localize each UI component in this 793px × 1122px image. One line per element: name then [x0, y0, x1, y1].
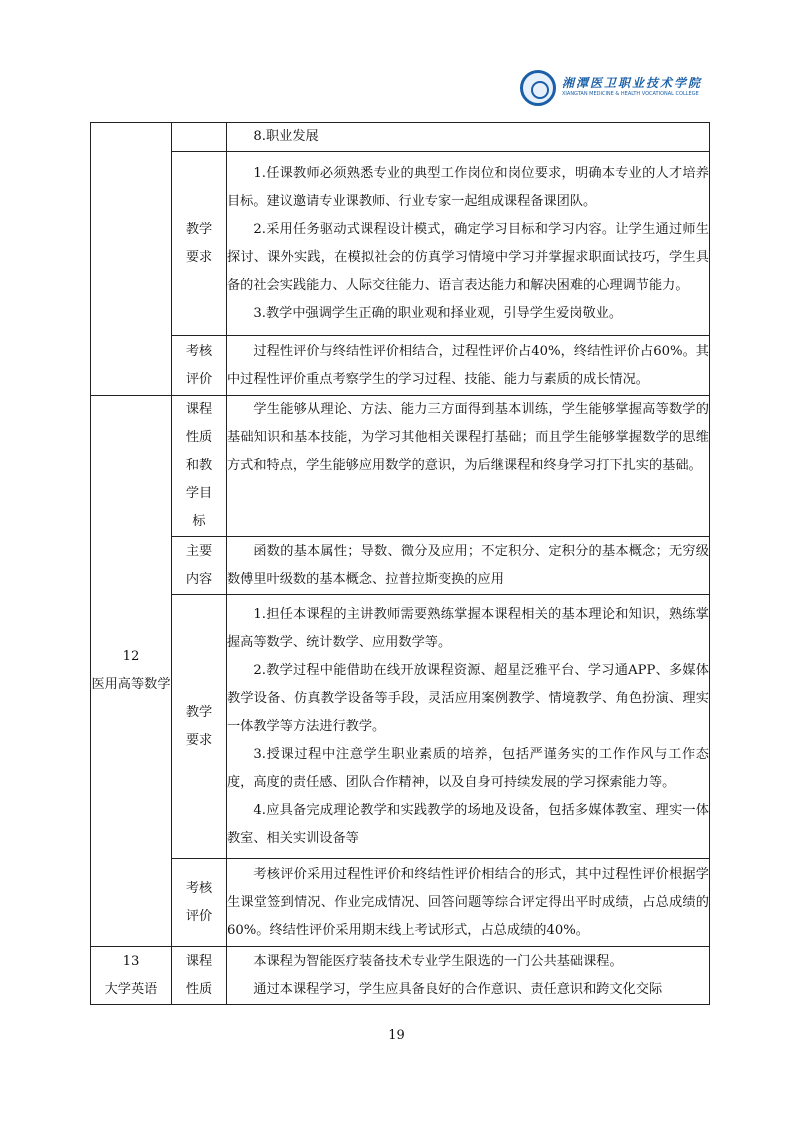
table-row — [91, 595, 710, 859]
course-number: 13 — [122, 953, 140, 969]
row-content: 1.担任本课程的主讲教师需要熟练掌握本课程相关的基本理论和知识，熟练掌握高等数学、统计数学、应用数学等。 2.教学过程中能借助在线开放课程资源、超星泛雅平台、学习通APP、多媒体教学设备、仿真教学设备等手段，灵活应用案例教学、情境教学、角色扮演、理实一体教学等方法进行教学。 3.授课过程中注意学生职业素质的培养，包括严谨务实的工作作风与工作态度，高度的责任感、团队合作精神，以及自身可持续发展的学习探索能力等。 4.应具备完成理论教学和实践教学的场地及设备，包括多媒体教室、理实一体教室、相关实训设备等 — [227, 595, 710, 859]
course-table — [90, 122, 710, 1005]
row-label-assessment: 考核 评价 — [172, 859, 227, 947]
course-name: 医用高等数学 — [91, 677, 171, 692]
table-row — [91, 152, 710, 336]
course-name: 大学英语 — [104, 981, 158, 997]
row-content: 学生能够从理论、方法、能力三方面得到基本训练，学生能够掌握高等数学的基础知识和基本技能，为学习其他相关课程打基础；而且学生能够掌握数学的思维方式和特点，学生能够应用数学的意识，为后继课程和终身学习打下扎实的基础。 — [227, 396, 710, 537]
college-logo — [520, 70, 703, 108]
row-content: 本课程为智能医疗装备技术专业学生限选的一门公共基础课程。 通过本课程学习，学生应具备良好的合作意识、责任意识和跨文化交际 — [227, 947, 710, 1005]
row-content: 过程性评价与终结性评价相结合，过程性评价占40%，终结性评价占60%。其中过程性评价重点考察学生的学习过程、技能、能力与素质的成长情况。 — [227, 336, 710, 396]
table-row — [91, 396, 710, 537]
college-emblem-icon — [520, 70, 556, 106]
course-cell-12 — [91, 396, 172, 947]
table-row — [91, 123, 710, 152]
table-row — [91, 537, 710, 595]
row-content: 函数的基本属性；导数、微分及应用；不定积分、定积分的基本概念；无穷级数傅里叶级数的基本概念、拉普拉斯变换的应用 — [227, 537, 710, 595]
row-label-course-nature: 课程 性质 — [172, 947, 227, 1005]
table-row — [91, 336, 710, 396]
row-label-teaching-requirements: 教学 要求 — [172, 595, 227, 859]
row-label-course-nature-goals: 课程 性质 和教 学目 标 — [172, 396, 227, 537]
row-label-empty — [172, 123, 227, 152]
table-row — [91, 947, 710, 1005]
college-name-english: XIANGTAN MEDICINE & HEALTH VOCATIONAL COLLEGE — [562, 91, 699, 97]
course-number: 12 — [122, 649, 140, 664]
college-name: 湘潭医卫职业技术学院 — [562, 76, 703, 90]
row-label-main-content: 主要 内容 — [172, 537, 227, 595]
row-label-teaching-requirements: 教学 要求 — [172, 152, 227, 336]
row-content: 1.任课教师必须熟悉专业的典型工作岗位和岗位要求，明确本专业的人才培养目标。建议邀请专业课教师、行业专家一起组成课程备课团队。 2.采用任务驱动式课程设计模式，确定学习目标和学习内容。让学生通过师生探讨、课外实践，在模拟社会的仿真学习情境中学习并掌握求职面试技巧，学生具备的社会实践能力、人际交往能力、语言表达能力和解决困难的心理调节能力。 3.教学中强调学生正确的职业观和择业观，引导学生爱岗敬业。 — [227, 152, 710, 336]
course-cell-previous — [91, 123, 172, 396]
row-content: 8.职业发展 — [227, 123, 710, 152]
table-row — [91, 859, 710, 947]
course-cell-13 — [91, 947, 172, 1005]
row-content: 考核评价采用过程性评价和终结性评价相结合的形式，其中过程性评价根据学生课堂签到情况、作业完成情况、回答问题等综合评定得出平时成绩，占总成绩的60%。终结性评价采用期末线上考试形式，占总成绩的40%。 — [227, 859, 710, 947]
page-number: 19 — [388, 1028, 405, 1043]
row-label-assessment: 考核 评价 — [172, 336, 227, 396]
